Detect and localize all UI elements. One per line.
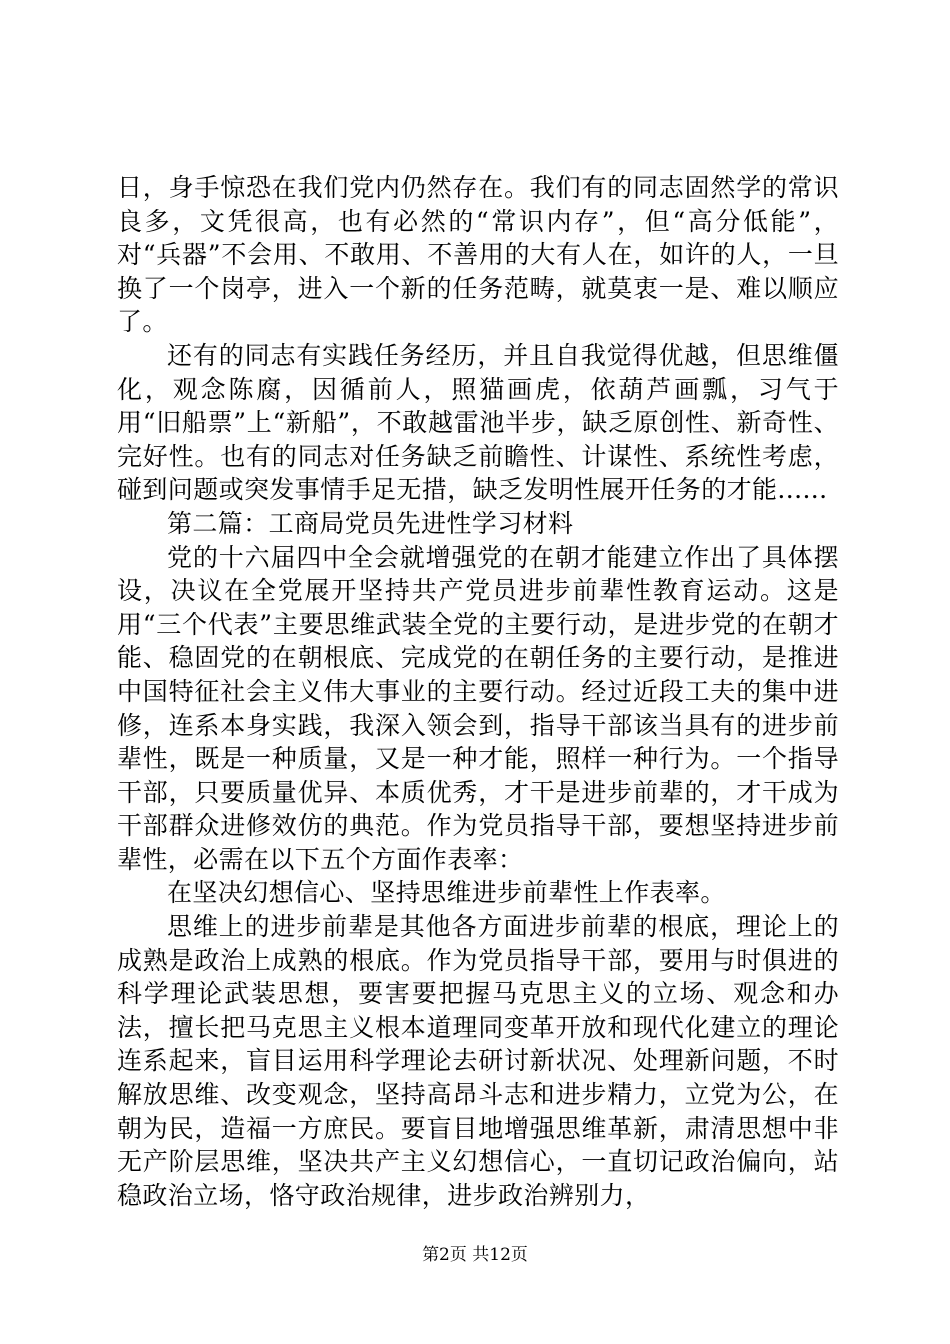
paragraph-subheading: 在坚决幻想信心、坚持思维进步前辈性上作表率。 [167, 878, 726, 908]
paragraph-continuation: 日，身手惊恐在我们党内仍然存在。我们有的同志固然学的常识良多，文凭很高，也有必然的“常识内存”，但“高分低能”，对“兵器”不会用、不敢用、不善用的大有人在，如许的人，一旦换了一个岗亭，进入一个新的任务范畴，就莫衷一是、难以顺应了。 [117, 173, 839, 337]
document-body [117, 171, 839, 1212]
page-number-footer: 第2页 共12页 [422, 1245, 528, 1265]
paragraph: 党的十六届四中全会就增强党的在朝才能建立作出了具体摆设，决议在全党展开坚持共产党员进步前辈性教育运动。这是用“三个代表”主要思维武装全党的主要行动，是进步党的在朝才能、稳固党的在朝根底、完成党的在朝任务的主要行动，是推进中国特征社会主义伟大事业的主要行动。经过近段工夫的集中进修，连系本身实践，我深入领会到，指导干部该当具有的进步前辈性，既是一种质量，又是一种才能，照样一种行为。一个指导干部，只要质量优异、本质优秀，才干是进步前辈的，才干成为干部群众进修效仿的典范。作为党员指导干部，要想坚持进步前辈性，必需在以下五个方面作表率： [117, 542, 839, 874]
section-heading: 第二篇：工商局党员先进性学习材料 [167, 508, 574, 538]
paragraph: 思维上的进步前辈是其他各方面进步前辈的根底，理论上的成熟是政治上成熟的根底。作为党员指导干部，要用与时俱进的科学理论武装思想，要害要把握马克思主义的立场、观念和办法，擅长把马克思主义根本道理同变革开放和现代化建立的理论连系起来，盲目运用科学理论去研讨新状况、处理新问题，不时解放思维、改变观念，坚持高昂斗志和进步精力，立党为公，在朝为民，造福一方庶民。要盲目地增强思维革新，肃清思想中非无产阶层思维，坚决共产主义幻想信心，一直切记政治偏向，站稳政治立场，恪守政治规律，进步政治辨别力， [117, 912, 839, 1210]
paragraph: 还有的同志有实践任务经历，并且自我觉得优越，但思维僵化，观念陈腐，因循前人，照猫画虎，依葫芦画瓢，习气于用“旧船票”上“新船”，不敢越雷池半步，缺乏原创性、新奇性、完好性。也有的同志对任务缺乏前瞻性、计谋性、系统性考虑，碰到问题或突发事情手足无措，缺乏发明性展开任务的才能...... [117, 340, 839, 505]
